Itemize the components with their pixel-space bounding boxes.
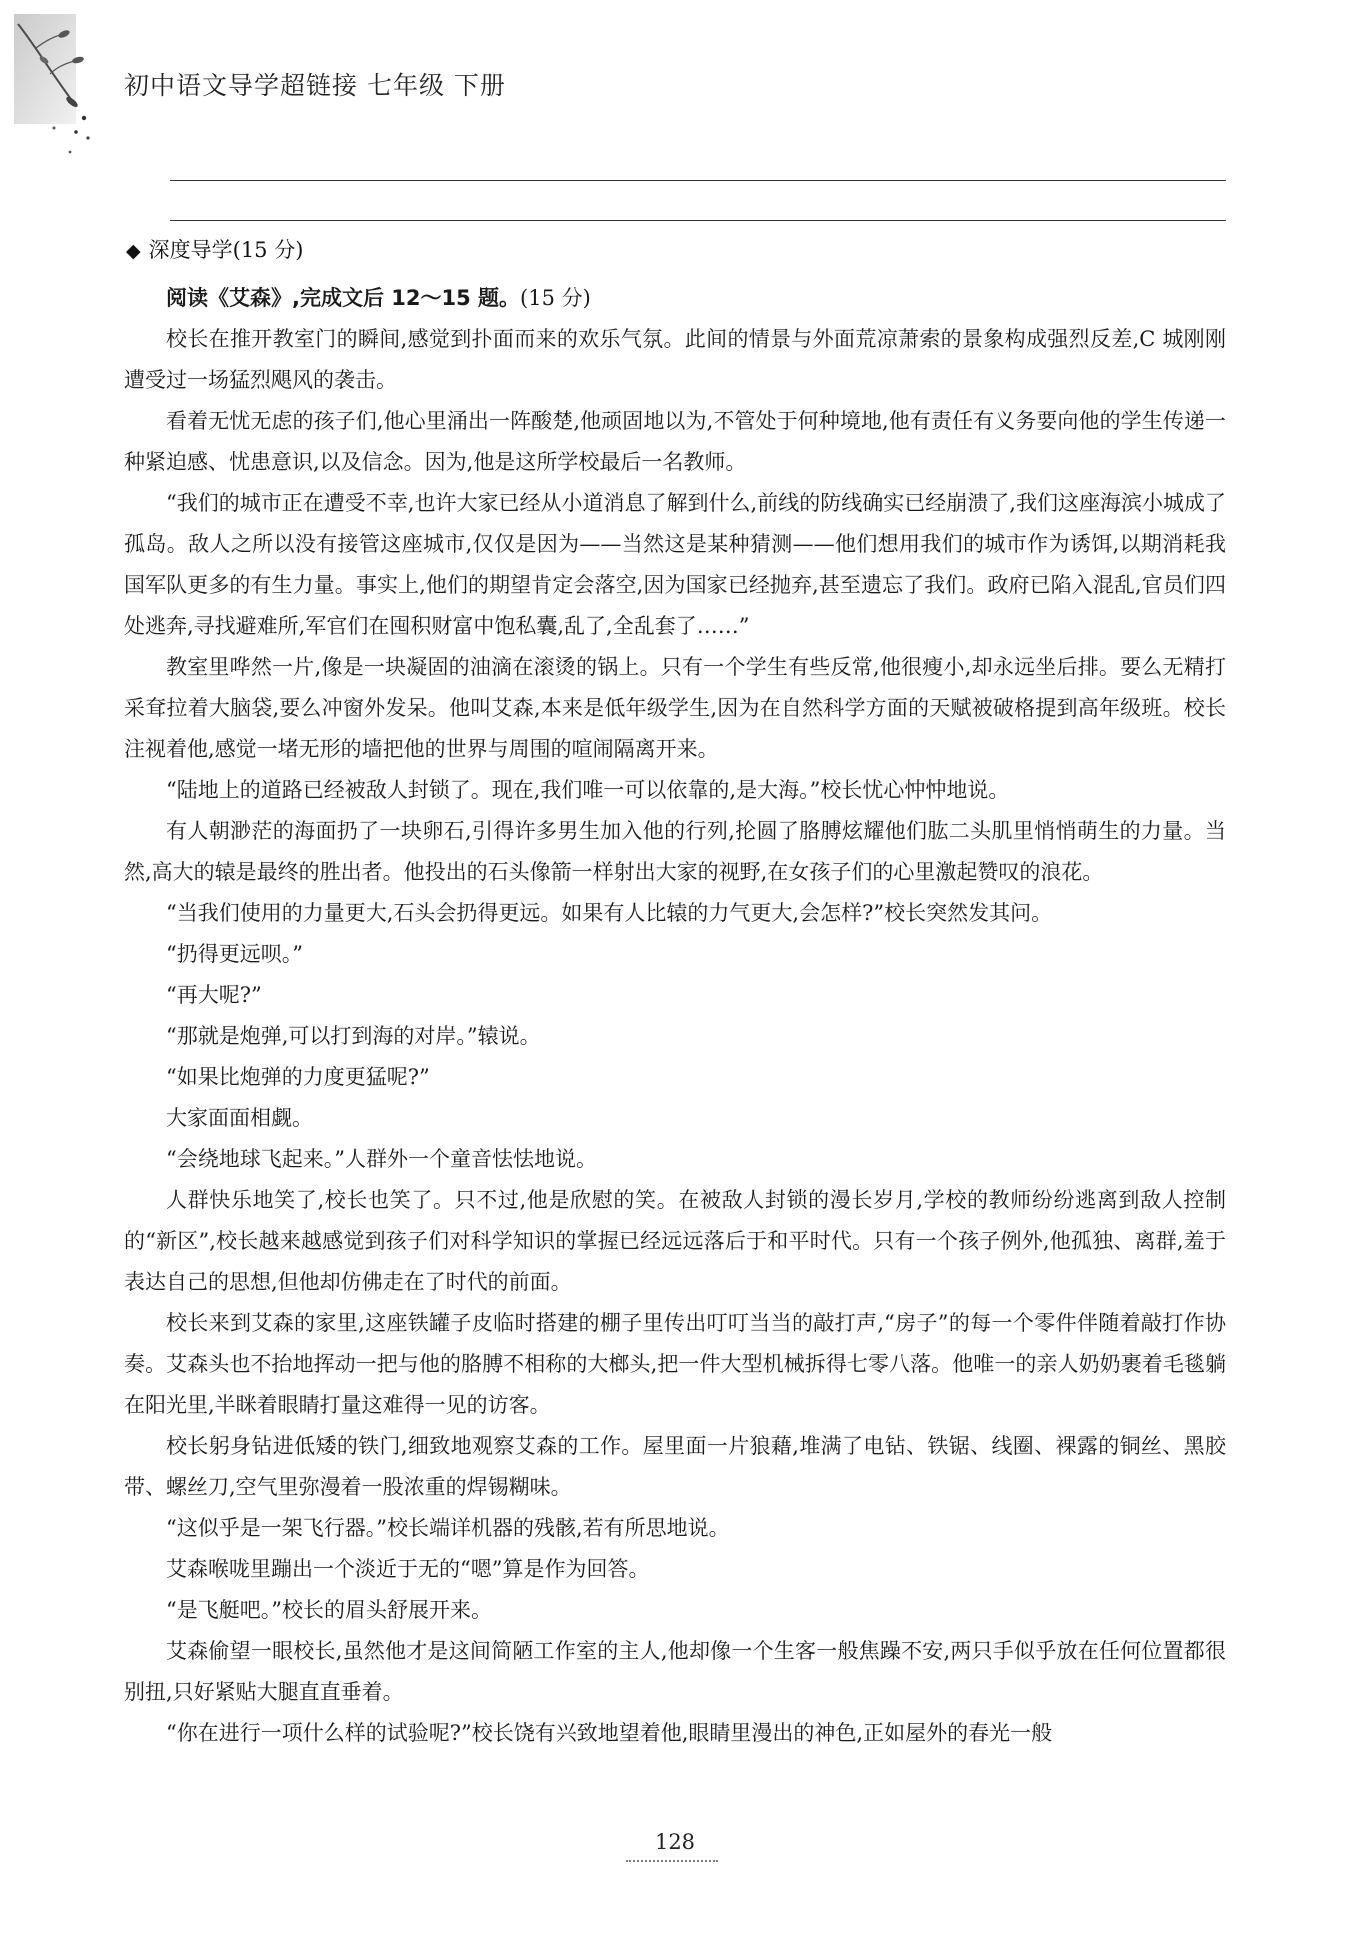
paragraph: 艾森喉咙里蹦出一个淡近于无的“嗯”算是作为回答。	[166, 1557, 650, 1581]
instruction-score: (15 分)	[520, 286, 591, 310]
paragraph: 教室里哗然一片,像是一块凝固的油滴在滚烫的锅上。只有一个学生有些反常,他很瘦小,却永远坐后排。要么无精打采耷拉着大脑袋,要么冲窗外发呆。他叫艾森,本来是低年级学生,因为在自然科学方面的天赋被破格提到高年级班。校长注视着他,感觉一堵无形的墙把他的世界与周围的喧闹隔离开来。	[124, 655, 1226, 761]
instruction-text: 阅读《艾森》,完成文后 12～15 题。	[166, 286, 521, 310]
paragraph: 有人朝渺茫的海面扔了一块卵石,引得许多男生加入他的行列,抡圆了胳膊炫耀他们肱二头肌里悄悄萌生的力量。当然,高大的辕是最终的胜出者。他投出的石头像箭一样射出大家的视野,在女孩子们的心里激起赞叹的浪花。	[124, 819, 1226, 884]
paragraph: “如果比炮弹的力度更猛呢?”	[166, 1065, 430, 1089]
paragraph: “当我们使用的力量更大,石头会扔得更远。如果有人比辕的力气更大,会怎样?”校长突然发其问。	[166, 901, 1053, 925]
paragraph: “再大呢?”	[166, 983, 262, 1007]
diamond-bullet-icon: ◆	[126, 240, 141, 262]
header-rule-top	[170, 180, 1226, 181]
paragraph: “我们的城市正在遭受不幸,也许大家已经从小道消息了解到什么,前线的防线确实已经崩溃了,我们这座海滨小城成了孤岛。敌人之所以没有接管这座城市,仅仅是因为——当然这是某种猜测——他们想用我们的城市作为诱饵,以期消耗我国军队更多的有生力量。事实上,他们的期望肯定会落空,因为国家已经抛弃,甚至遗忘了我们。政府已陷入混乱,官员们四处逃奔,寻找避难所,军官们在囤积财富中饱私囊,乱了,全乱套了……”	[124, 491, 1226, 638]
paragraph: “你在进行一项什么样的试验呢?”校长饶有兴致地望着他,眼睛里漫出的神色,正如屋外的春光一般	[166, 1721, 1053, 1745]
paragraph: 校长躬身钻进低矮的铁门,细致地观察艾森的工作。屋里面一片狼藉,堆满了电钻、铁锯、线圈、裸露的铜丝、黑胶带、螺丝刀,空气里弥漫着一股浓重的焊锡糊味。	[124, 1434, 1226, 1499]
instruction-line	[124, 278, 1226, 319]
header-rule-bottom	[170, 220, 1226, 221]
page-number: 128	[654, 1830, 696, 1854]
paragraph: “那就是炮弹,可以打到海的对岸。”辕说。	[166, 1024, 541, 1048]
section-title: 深度导学	[148, 238, 233, 262]
page-number-underline	[626, 1860, 718, 1862]
paragraph: “会绕地球飞起来。”人群外一个童音怯怯地说。	[166, 1147, 597, 1171]
reading-passage	[124, 278, 1226, 1754]
paragraph: 艾森偷望一眼校长,虽然他才是这间简陋工作室的主人,他却像一个生客一般焦躁不安,两只手似乎放在任何位置都很别扭,只好紧贴大腿直直垂着。	[124, 1639, 1226, 1704]
book-header-title: 初中语文导学超链接 七年级 下册	[124, 71, 506, 100]
paragraph: “是飞艇吧。”校长的眉头舒展开来。	[166, 1598, 492, 1622]
paragraph: 大家面面相觑。	[166, 1106, 313, 1130]
paragraph: “扔得更远呗。”	[166, 942, 303, 966]
paragraph: 看着无忧无虑的孩子们,他心里涌出一阵酸楚,他顽固地以为,不管处于何种境地,他有责任有义务要向他的学生传递一种紧迫感、忧患意识,以及信念。因为,他是这所学校最后一名教师。	[124, 409, 1226, 474]
decorative-branch-illustration	[14, 14, 94, 174]
paragraph: 校长来到艾森的家里,这座铁罐子皮临时搭建的棚子里传出叮叮当当的敲打声,“房子”的每一个零件伴随着敲打作协奏。艾森头也不抬地挥动一把与他的胳膊不相称的大榔头,把一件大型机械拆得七零八落。他唯一的亲人奶奶裹着毛毯躺在阳光里,半眯着眼睛打量这难得一见的访客。	[124, 1311, 1226, 1417]
section-score: (15 分)	[232, 238, 304, 262]
paragraph: 人群快乐地笑了,校长也笑了。只不过,他是欣慰的笑。在被敌人封锁的漫长岁月,学校的教师纷纷逃离到敌人控制的“新区”,校长越来越感觉到孩子们对科学知识的掌握已经远远落后于和平时代。只有一个孩子例外,他孤独、离群,羞于表达自己的思想,但他却仿佛走在了时代的前面。	[124, 1188, 1226, 1294]
paragraph: “这似乎是一架飞行器。”校长端详机器的残骸,若有所思地说。	[166, 1516, 730, 1540]
paragraph: 校长在推开教室门的瞬间,感觉到扑面而来的欢乐气氛。此间的情景与外面荒凉萧索的景象构成强烈反差,C 城刚刚遭受过一场猛烈飓风的袭击。	[124, 327, 1226, 392]
paragraph: “陆地上的道路已经被敌人封锁了。现在,我们唯一可以依靠的,是大海。”校长忧心忡忡地说。	[166, 778, 1010, 802]
section-heading	[126, 234, 303, 264]
